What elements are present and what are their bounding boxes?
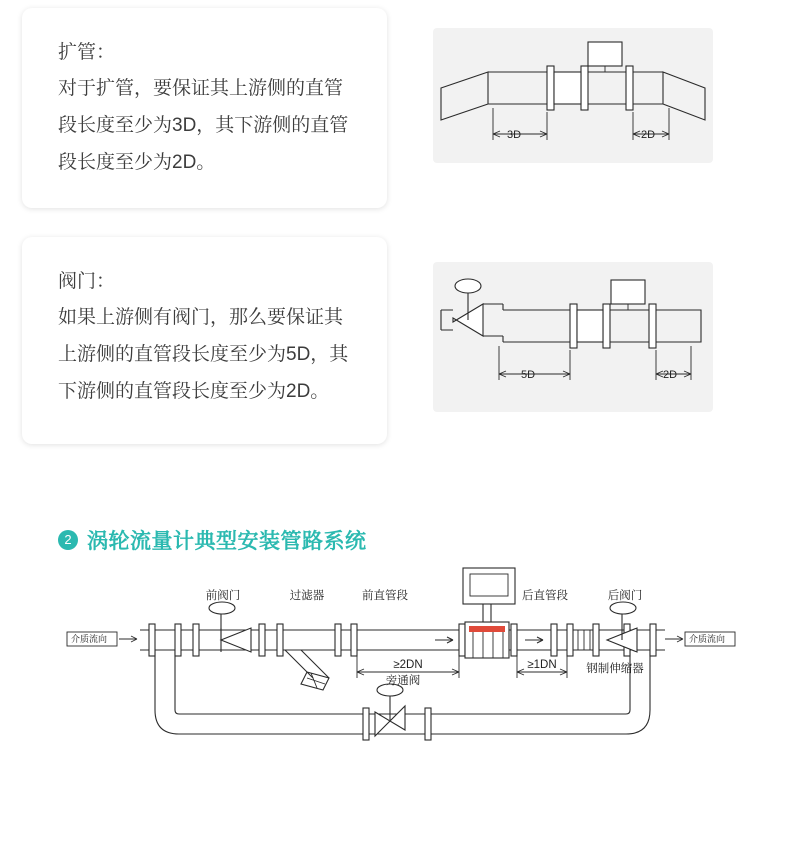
info-card-valve	[22, 237, 387, 444]
rear-straight-pipe-label: 后直管段	[522, 590, 568, 602]
bypass-valve-label: 旁通阀	[385, 675, 421, 687]
info-card-valve-text	[22, 237, 387, 444]
turbine-flowmeter-icon	[463, 568, 515, 658]
figure-valve	[433, 262, 713, 412]
flow-out-label: 介质流向	[689, 634, 726, 644]
info-card-expander	[22, 8, 387, 208]
piping-system-diagram	[45, 560, 757, 810]
expansion-joint-icon	[567, 624, 599, 656]
expansion-joint-label: 钢制伸缩器	[586, 663, 644, 675]
figure-expander	[433, 28, 713, 163]
section-heading	[58, 525, 367, 555]
page-title: 涡轮流量计典型安装管路系统	[87, 530, 367, 553]
figure-valve-svg	[433, 262, 713, 412]
dimension-downstream-label: 2D	[641, 129, 656, 141]
rear-valve-icon	[607, 602, 637, 652]
card-title: 扩管：	[58, 42, 116, 63]
piping-system-svg	[45, 560, 757, 810]
dimension-downstream-label: ≥1DN	[527, 659, 557, 671]
front-valve-label: 前阀门	[205, 590, 241, 602]
front-straight-pipe-label: 前直管段	[362, 590, 408, 602]
dimension-downstream	[517, 656, 567, 678]
dimension-upstream-label: 3D	[507, 129, 522, 141]
front-pipe-flange-right	[459, 624, 465, 656]
filter-icon	[277, 624, 341, 690]
card-title: 阀门：	[58, 271, 116, 292]
flow-in-label: 介质流向	[71, 634, 108, 644]
flow-in-marker	[67, 632, 137, 646]
dimension-downstream-label: 2D	[663, 369, 678, 381]
front-valve-icon	[193, 602, 265, 656]
rear-pipe-flange-right	[551, 624, 557, 656]
info-card-expander-text	[22, 8, 387, 208]
filter-label: 过滤器	[289, 590, 325, 602]
bypass-valve-icon	[363, 684, 431, 740]
dimension-upstream-label: ≥2DN	[393, 659, 423, 671]
figure-expander-svg	[433, 28, 713, 163]
rear-valve-label: 后阀门	[607, 590, 643, 602]
card-body: 对于扩管，要保证其上游侧的直管段长度至少为3D，其下游侧的直管段长度至少为2D。	[58, 78, 349, 173]
flow-out-marker	[665, 632, 735, 646]
card-body: 如果上游侧有阀门，那么要保证其上游侧的直管段长度至少为5D，其下游侧的直管段长度至少为2D。	[58, 307, 349, 402]
front-pipe-flange-left	[351, 624, 357, 656]
rear-pipe-flange-left	[511, 624, 517, 656]
dimension-upstream-label: 5D	[521, 369, 536, 381]
section-number-badge: 2	[58, 530, 78, 550]
